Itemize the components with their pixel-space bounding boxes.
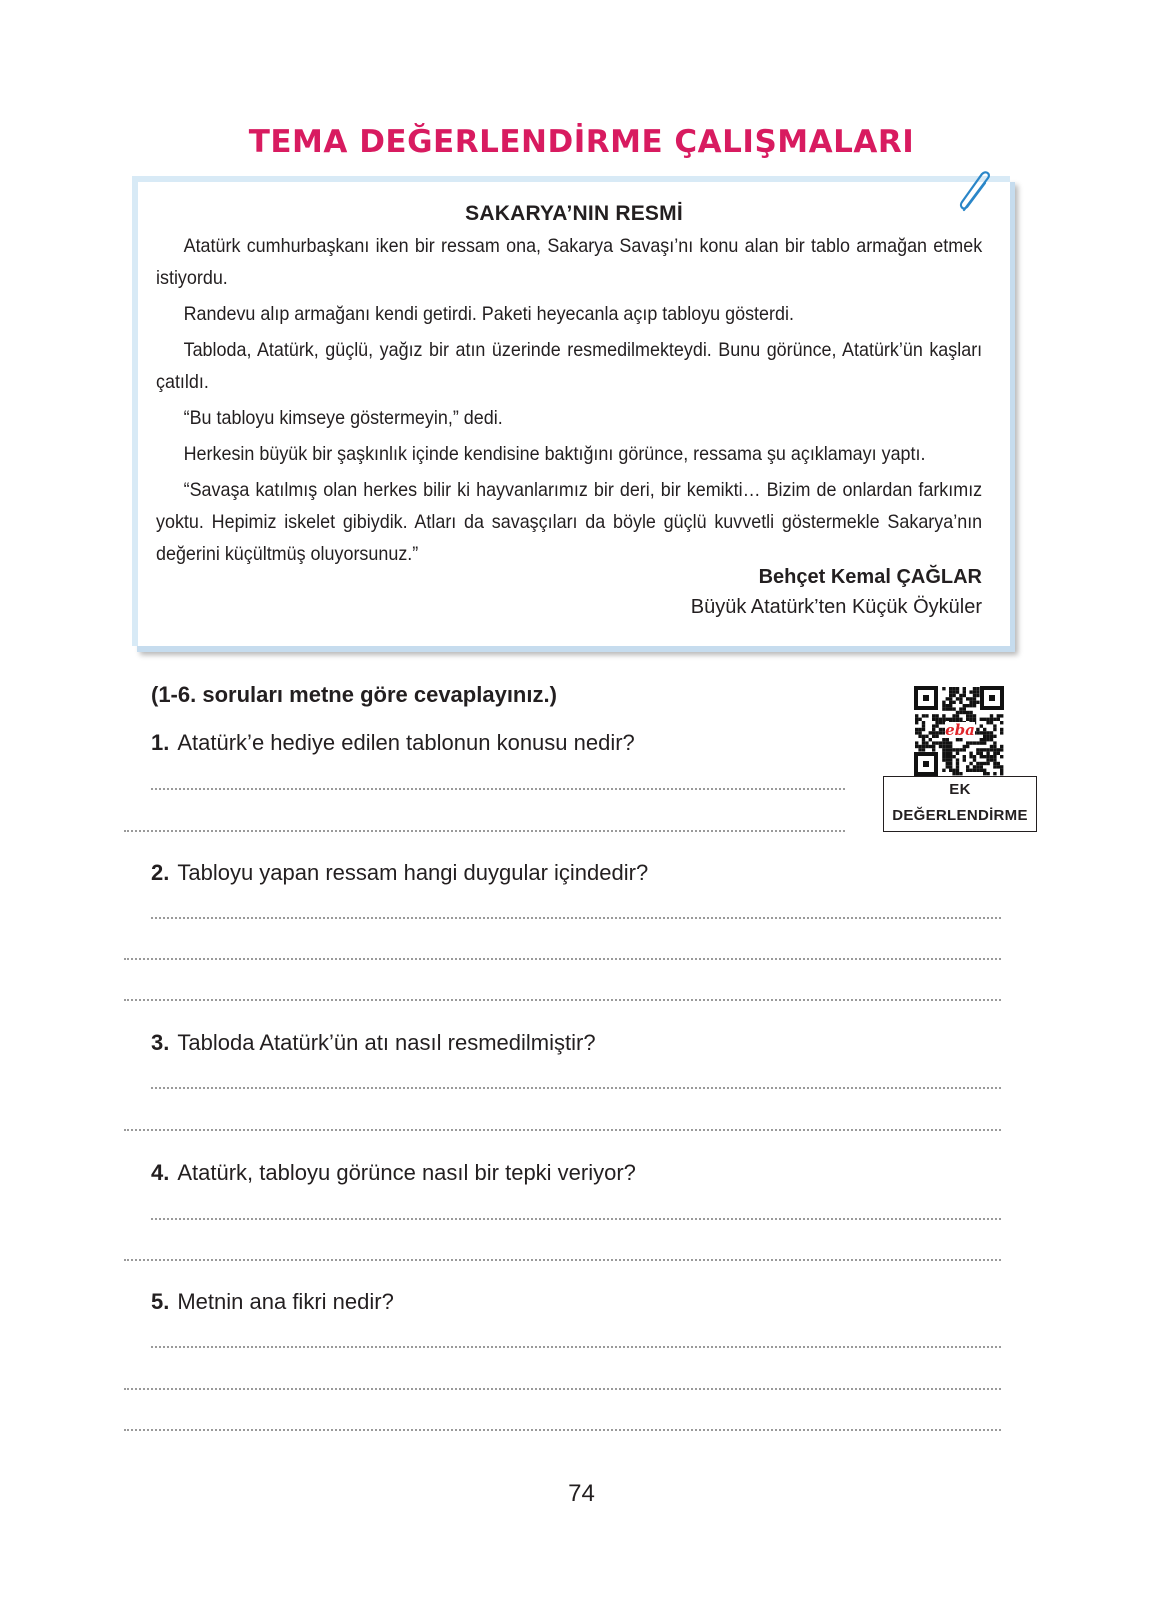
question-text: Tabloyu yapan ressam hangi duygular içindedir? (177, 860, 649, 885)
story-paragraph: Atatürk cumhurbaşkanı iken bir ressam ona, Sakarya Savaşı’nı konu alan bir tablo armağan etmek istiyordu. (156, 235, 983, 289)
ek-label: EK (949, 781, 971, 798)
question-number: 4. (151, 1160, 170, 1185)
page-number: 74 (568, 1480, 595, 1507)
question-number: 3. (151, 1030, 170, 1055)
question-number: 1. (151, 730, 170, 755)
question-text: Atatürk’e hediye edilen tablonun konusu nedir? (177, 730, 635, 755)
answer-line[interactable] (151, 1218, 1001, 1220)
eba-logo: eba (945, 721, 975, 739)
question-5 (151, 1289, 394, 1315)
answer-line[interactable] (124, 1259, 1001, 1261)
qr-code[interactable] (914, 686, 1004, 776)
story-paragraph: Herkesin büyük bir şaşkınlık içinde kendisine baktığını görünce, ressama şu açıklamayı yaptı. (183, 443, 926, 465)
ek-degerlendirme-box[interactable] (883, 776, 1037, 832)
page-title: TEMA DEĞERLENDİRME ÇALIŞMALARI (248, 124, 915, 160)
answer-line[interactable] (124, 1388, 1001, 1390)
answer-line[interactable] (124, 958, 1001, 960)
question-text: Atatürk, tabloyu görünce nasıl bir tepki veriyor? (177, 1160, 636, 1185)
story-author: Behçet Kemal ÇAĞLAR (758, 566, 982, 588)
answer-line[interactable] (124, 999, 1001, 1001)
question-text: Metnin ana fikri nedir? (177, 1289, 394, 1314)
story-paragraph: “Bu tabloyu kimseye göstermeyin,” dedi. (183, 407, 503, 429)
qr-code-icon (914, 686, 1004, 776)
instructions: (1-6. soruları metne göre cevaplayınız.) (151, 682, 557, 707)
answer-line[interactable] (151, 788, 845, 790)
answer-line[interactable] (124, 830, 845, 832)
story-paragraph: Tabloda, Atatürk, güçlü, yağız bir atın üzerinde resmedilmekteydi. Bunu görünce, Atatürk’ün kaşları çatıldı. (156, 339, 983, 393)
paperclip-icon (954, 168, 998, 216)
answer-line[interactable] (124, 1129, 1001, 1131)
answer-line[interactable] (151, 1087, 1001, 1089)
story-paragraph: “Savaşa katılmış olan herkes bilir ki hayvanlarımız bir deri, bir kemikti… Bizim de onlardan farkımız yoktu. Hepimiz iskelet gibiydik. Atları da savaşçıları da böyle güçlü kuvvetli göstermekle Sakarya’nın değerini küçültmüş oluyorsunuz.” (156, 479, 983, 565)
answer-line[interactable] (124, 1429, 1001, 1431)
question-number: 2. (151, 860, 170, 885)
story-source: Büyük Atatürk’ten Küçük Öyküler (690, 596, 982, 618)
answer-line[interactable] (151, 917, 1001, 919)
question-1 (151, 730, 635, 756)
question-3 (151, 1030, 596, 1056)
question-2 (151, 860, 648, 886)
question-number: 5. (151, 1289, 170, 1314)
story-title: SAKARYA’NIN RESMİ (465, 202, 683, 225)
degerlendirme-label: DEĞERLENDİRME (892, 807, 1028, 824)
answer-line[interactable] (151, 1346, 1001, 1348)
question-4 (151, 1160, 636, 1186)
question-text: Tabloda Atatürk’ün atı nasıl resmedilmiştir? (177, 1030, 596, 1055)
reading-card (132, 176, 1010, 646)
story-body (156, 230, 983, 574)
story-paragraph: Randevu alıp armağanı kendi getirdi. Paketi heyecanla açıp tabloyu gösterdi. (183, 303, 794, 325)
